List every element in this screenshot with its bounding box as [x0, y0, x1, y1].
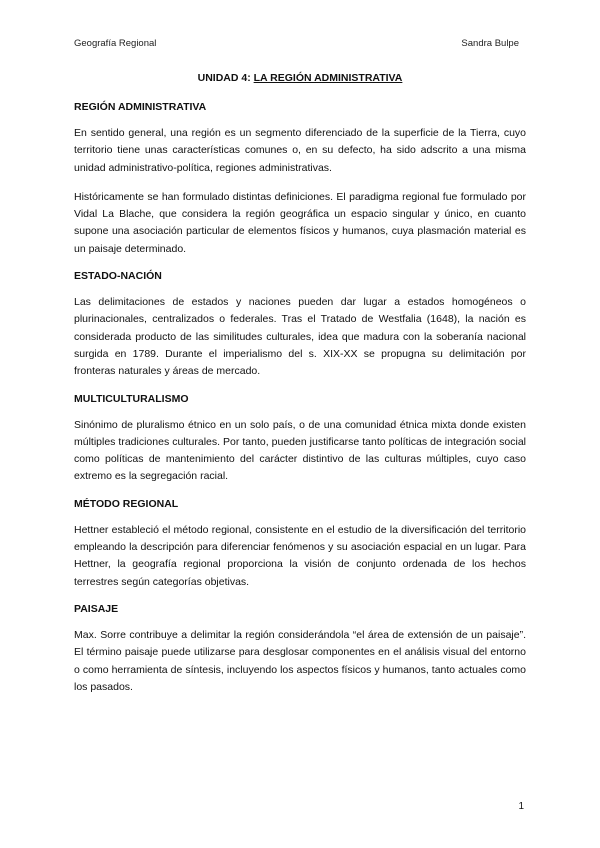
- paragraph: Históricamente se han formulado distintas definiciones. El paradigma regional fue formulado por Vidal La Blache, que considera la región geográfica un espacio singular y único, en cuanto supone una asociación particular de elementos físicos y humanos, cuya plasmación material es un paisaje determinado.: [74, 190, 526, 255]
- title-prefix: UNIDAD 4:: [197, 72, 251, 84]
- paragraph: En sentido general, una región es un segmento diferenciado de la superficie de la Tierra, cuyo territorio tiene unas características comunes o, en su defecto, ha sido adscrito a una misma unidad administrativo-política, regiones administrativas.: [74, 127, 526, 174]
- page-title: [74, 72, 526, 84]
- section-heading-estado-nacion: ESTADO-NACIÓN: [74, 270, 162, 283]
- section-heading-paisaje: PAISAJE: [74, 602, 119, 615]
- section-heading-region: REGIÓN ADMINISTRATIVA: [74, 101, 207, 113]
- paragraph: Max. Sorre contribuye a delimitar la región considerándola “el área de extensión de un paisaje”. El término paisaje puede utilizarse para desglosar componentes en el análisis visual del entorno o como herramienta de síntesis, incluyendo los aspectos físicos y humanos, tanto actuales como los pasados.: [74, 628, 526, 693]
- paragraph: Hettner estableció el método regional, consistente en el estudio de la diversificación del territorio empleando la descripción para diferenciar fenómenos y su asociación espacial en un lugar. Para Hettner, la geografía regional proporciona la visión de conjunto ordenada de los hechos terrestres según categorías objetivas.: [74, 523, 526, 588]
- section-heading-multiculturalismo: MULTICULTURALISMO: [74, 392, 189, 405]
- header-course-title: Geografía Regional: [74, 38, 157, 49]
- title-main: LA REGIÓN ADMINISTRATIVA: [253, 72, 403, 84]
- document-body: [74, 72, 526, 708]
- section-heading-metodo-regional: MÉTODO REGIONAL: [74, 497, 179, 510]
- page-number: 1: [518, 801, 524, 812]
- paragraph: Sinónimo de pluralismo étnico en un solo país, o de una comunidad étnica mixta donde existen múltiples tradiciones culturales. Por tanto, pueden justificarse tanto políticas de integración social como políticas de mantenimiento del carácter distintivo de las culturas múltiples, cuyo caso extremo es la segregación racial.: [74, 418, 526, 483]
- header-author: Sandra Bulpe: [461, 38, 519, 49]
- paragraph: Las delimitaciones de estados y naciones pueden dar lugar a estados homogéneos o plurinacionales, centralizados o federales. Tras el Tratado de Westfalia (1648), la nación es considerada producto de las similitudes culturales, idea que madura con la soberanía nacional surgida en 1789. Durante el imperialismo del s. XIX-XX se propugna su delimitación por fronteras naturales y áreas de mercado.: [74, 296, 526, 378]
